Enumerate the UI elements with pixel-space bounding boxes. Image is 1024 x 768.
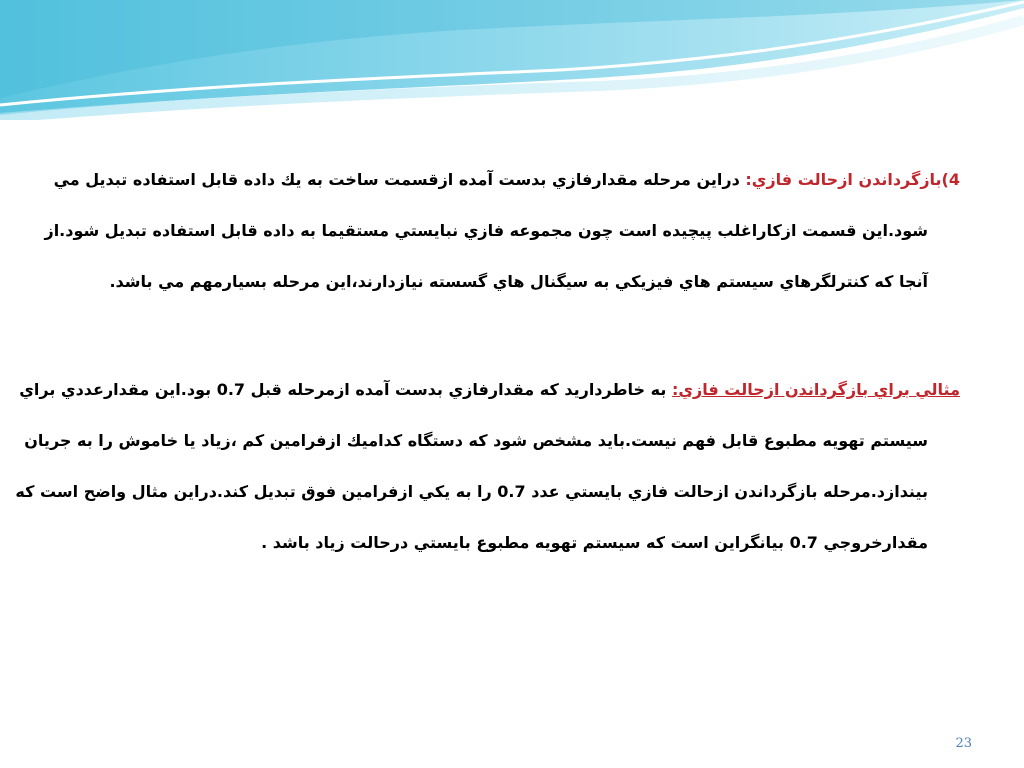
section-heading-defuzzification: 4)بازگرداندن ازحالت فازي: [745,170,960,189]
paragraph-2-line-4: مقدارخروجي 0.7 بيانگراين است كه سيستم تهويه مطبوع بايستي درحالت زياد باشد . [261,533,928,552]
paragraph-1-line-1-text: دراين مرحله مقدارفازي بدست آمده ازقسمت ساخت به يك داده قابل استفاده تبديل مي [53,170,740,189]
paragraph-2-line-2: سيستم تهويه مطبوع قابل فهم نيست.بايد مشخص شود كه دستگاه كداميك ازفرامين كم ،زياد يا خاموش را به جريان [24,431,928,450]
paragraph-1-line-2: شود.اين قسمت ازكاراغلب پيچيده است چون مجموعه فازي نبايستي مستقيما به داده قابل استفاده تبديل شود.از [44,221,928,240]
decorative-wave-header [0,0,1024,120]
paragraph-1-line-1 [55,165,960,216]
paragraph-2-line-1-text: به خاطرداريد كه مقدارفازي بدست آمده ازمرحله قبل 0.7 بود.اين مقدارعددي براي [19,380,667,399]
paragraph-2-line-1 [19,375,960,426]
slide-number: 23 [955,736,972,751]
paragraph-defuzzification [44,165,960,318]
paragraph-2-line-3: بيندازد.مرحله بازگرداندن ازحالت فازي بايستي عدد 0.7 را به يكي ازفرامين فوق تبديل كند.دراين مثال واضح است كه [15,482,928,501]
paragraph-1-line-3: آنجا كه كنترلگرهاي سيستم هاي فيزيكي به سيگنال هاي گسسته نيازدارند،اين مرحله بسيارمهم مي باشد. [109,272,928,291]
section-heading-example: مثالي براي بازگرداندن ازحالت فازي: [671,380,960,399]
paragraph-example [15,375,960,579]
